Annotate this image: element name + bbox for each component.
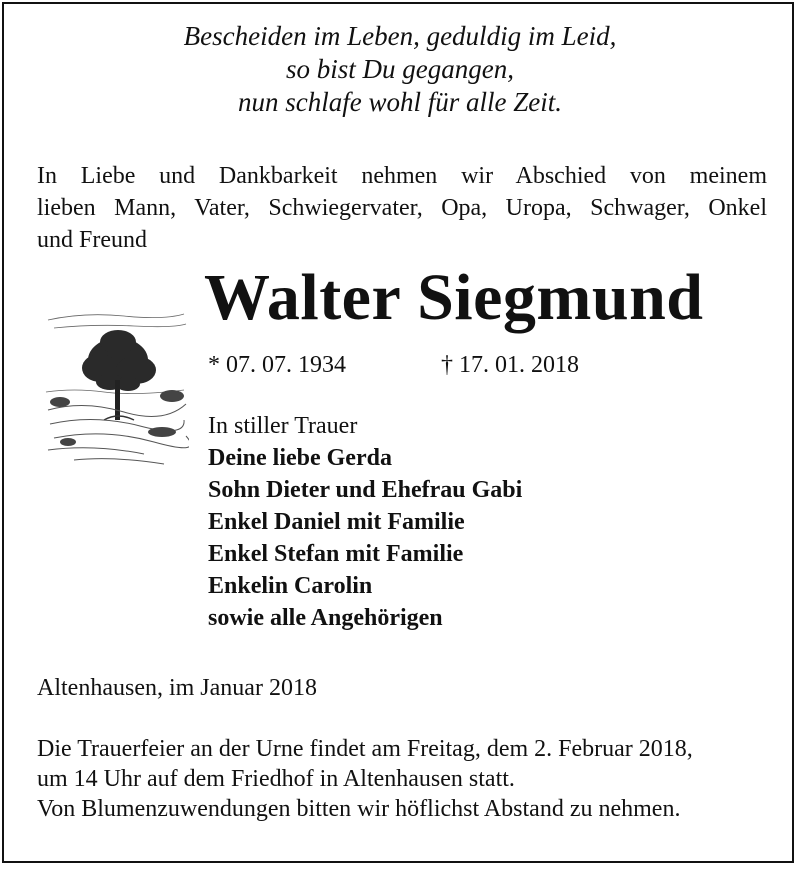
deceased-name: Walter Siegmund	[204, 261, 704, 334]
funeral-details-line: um 14 Uhr auf dem Friedhof in Altenhausen statt.	[37, 766, 515, 792]
death-date: † 17. 01. 2018	[441, 352, 579, 378]
mourner-name: sowie alle Angehörigen	[208, 605, 443, 631]
mourner-name: Deine liebe Gerda	[208, 445, 392, 471]
place-and-date: Altenhausen, im Januar 2018	[37, 675, 317, 701]
mourner-name: Enkelin Carolin	[208, 573, 373, 599]
mourners-list	[208, 410, 522, 634]
funeral-details	[37, 734, 693, 824]
intro-line: In Liebe und Dankbarkeit nehmen wir Abschied von meinem	[37, 163, 767, 189]
mourner-name: Enkel Daniel mit Familie	[208, 509, 465, 535]
funeral-details-line: Die Trauerfeier an der Urne findet am Freitag, dem 2. Februar 2018,	[37, 736, 693, 762]
mourner-name: Enkel Stefan mit Familie	[208, 541, 464, 567]
verse-line: Bescheiden im Leben, geduldig im Leid,	[183, 21, 617, 51]
intro-line: und Freund	[37, 227, 147, 253]
intro-text	[37, 160, 767, 256]
mourner-name: Sohn Dieter und Ehefrau Gabi	[208, 477, 523, 503]
verse-line: so bist Du gegangen,	[286, 54, 514, 84]
verse-line: nun schlafe wohl für alle Zeit.	[238, 87, 562, 117]
mourners-heading: In stiller Trauer	[208, 413, 358, 439]
intro-line: lieben Mann, Vater, Schwiegervater, Opa, Uropa, Schwager, Onkel	[37, 195, 767, 221]
funeral-details-line: Von Blumenzuwendungen bitten wir höflichst Abstand zu nehmen.	[37, 796, 681, 822]
memorial-verse	[0, 20, 800, 119]
tree-landscape-icon	[44, 300, 189, 470]
birth-date: * 07. 07. 1934	[208, 352, 346, 378]
